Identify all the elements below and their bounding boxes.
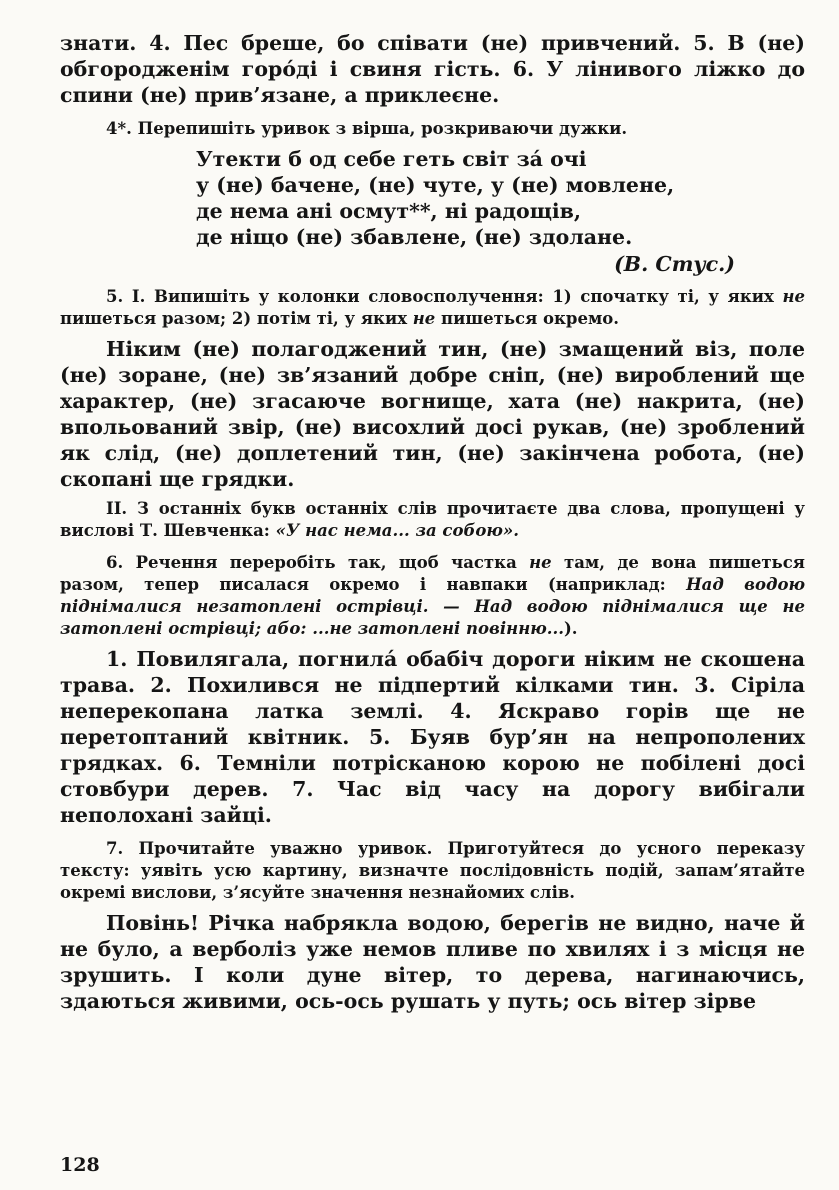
- particle-ne: не: [412, 309, 436, 328]
- exercise-7-instruction: Прочитайте уважно уривок. Приготуйтеся до усного переказу тексту: уявіть усю картину, визначте послідовність подій, запам’ятайте окремі вислови, з’ясуйте значення незнайомих слів.: [60, 839, 805, 902]
- shevchenko-quote: «У нас нема... за собою».: [275, 521, 519, 540]
- poem-line: у (не) бачене, (не) чуте, у (не) мовлене,: [196, 173, 675, 197]
- poem-line: Утекти б од себе геть світ за́ очі: [196, 147, 587, 171]
- exercise-6-instruction-part: там, де вона пишеться разом, тепер писалася окремо і навпаки (наприклад:: [60, 553, 805, 594]
- particle-ne: не: [529, 553, 552, 572]
- exercise-5-number: 5.: [106, 287, 124, 306]
- exercise-6-text: 1. Повилягала, погнила́ обабіч дороги ніким не скошена трава. 2. Похилився не підпертий кілками тин. 3. Сіріла неперекопана латка землі. 4. Яскраво горів ще не перетоптаний квітник. 5. Буяв бур’ян на непрополених грядках. 6. Темніли потрісканою корою не побілені досі стовбури дерев. 7. Час від часу на дорогу вибігали неполохані зайці.: [60, 647, 805, 827]
- poem-line: де ніщо (не) збавлене, (не) здолане.: [196, 225, 633, 249]
- exercise-4-task: [60, 118, 805, 140]
- particle-ne: не: [782, 287, 805, 306]
- exercise-5-text: Ніким (не) полагоджений тин, (не) змащений віз, поле (не) зоране, (не) зв’язаний добре сніп, (не) вироблений ще характер, (не) згасаюче вогнище, хата (не) накрита, (не) впольований звір, (не) висохлий досі рукав, (не) зроблений як слід, (не) доплетений тин, (не) закінчена робота, (не) скопані ще грядки.: [60, 337, 805, 491]
- exercise-5-instruction-part: I. Випишіть у колонки словосполучення: 1) спочатку ті, у яких: [131, 287, 783, 306]
- exercise-6-instruction-part: Речення переробіть так, щоб частка: [135, 553, 530, 572]
- exercise-7-number: 7.: [106, 839, 124, 858]
- page-content: [60, 30, 805, 1014]
- exercise-6-example: Над водою піднімалися незатоплені острівці. — Над водою піднімалися ще не затоплені острівці; або: ...не затоплені повінню...: [60, 575, 805, 638]
- page-number: 128: [60, 1154, 100, 1176]
- exercise-5-instruction-part: пишеться разом; 2) потім ті, у яких: [60, 309, 413, 328]
- exercise-5-part2: [60, 498, 805, 542]
- top-paragraph: знати. 4. Пес бреше, бо співати (не) привчений. 5. В (не) обгородженім горо́ді і свиня гість. 6. У лінивого ліжко до спини (не) прив’язане, а приклеєне.: [60, 31, 805, 107]
- poem-author: (В. Стус.): [614, 252, 735, 276]
- exercise-6-instruction-part: ).: [563, 619, 578, 638]
- poem: [196, 146, 805, 250]
- exercise-5-part2-instruction: II. З останніх букв останніх слів прочитаєте два слова, пропущені у вислові Т. Шевченка:: [60, 499, 805, 540]
- exercise-4-number: 4*.: [106, 119, 132, 138]
- exercise-5-task: [60, 286, 805, 330]
- exercise-4-instruction: Перепишіть уривок з вірша, розкриваючи дужки.: [137, 119, 628, 138]
- exercise-7-text: Повінь! Річка набрякла водою, берегів не видно, наче й не було, а верболіз уже немов пливе по хвилях і з місця не зрушить. І коли дуне вітер, то дерева, нагинаючись, здаються живими, ось-ось рушать у путь; ось вітер зірве: [60, 911, 805, 1013]
- exercise-7-task: [60, 838, 805, 904]
- exercise-5-instruction-part: пишеться окремо.: [435, 309, 620, 328]
- exercise-6-task: [60, 552, 805, 640]
- exercise-6-number: 6.: [106, 553, 124, 572]
- poem-line: де нема ані осмут**, ні радощів,: [196, 199, 582, 223]
